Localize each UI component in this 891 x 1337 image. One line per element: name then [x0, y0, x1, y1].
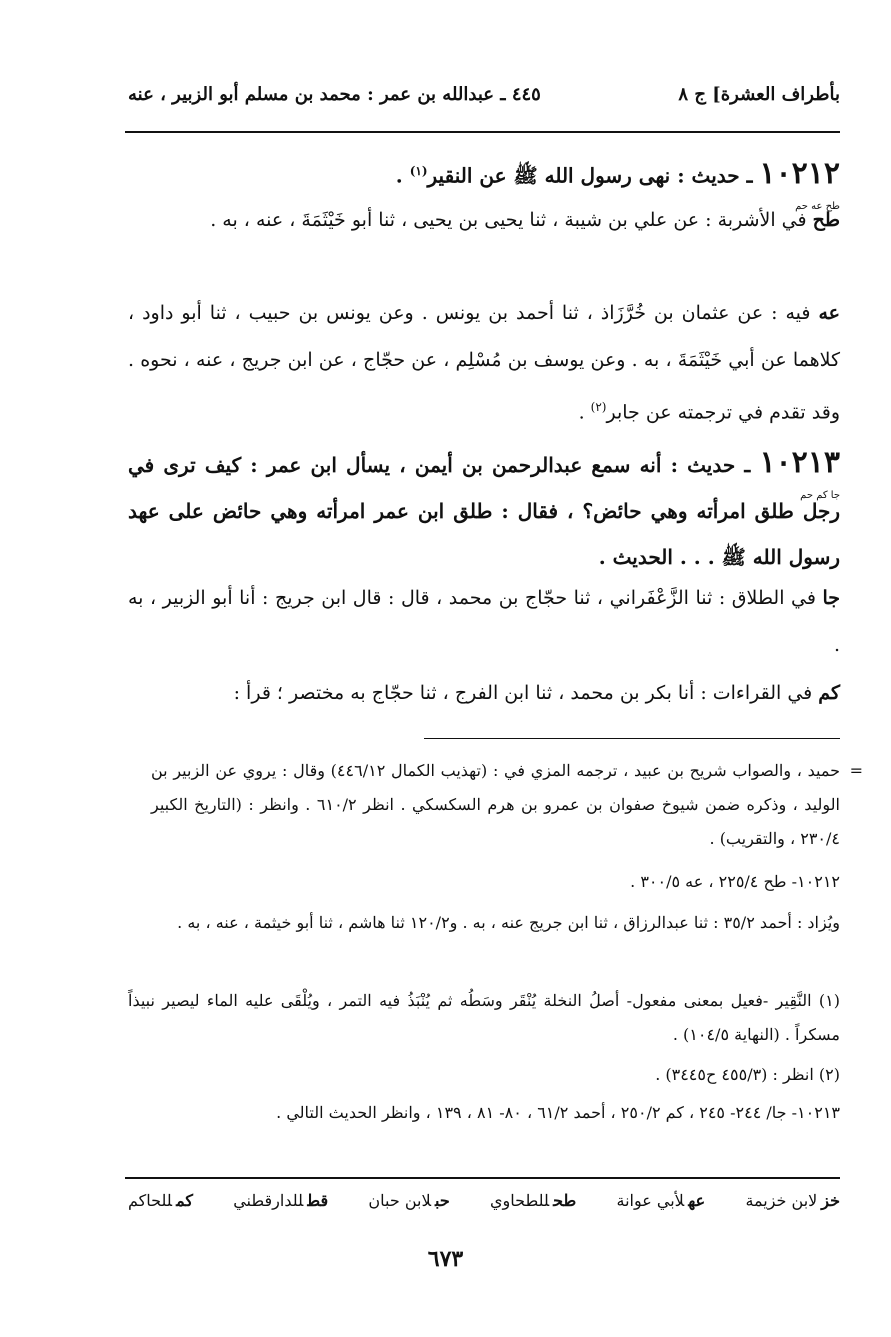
abbreviations-legend	[128, 1191, 840, 1210]
abbreviation-item: خزلابن خزيمة	[745, 1191, 840, 1210]
abbreviation-item: قطللدارقطني	[233, 1191, 329, 1210]
source-abbr: جا	[822, 587, 840, 609]
hadith-10212-heading: ١٠٢١٢ طح عه حم ـ حديث : نهى رسول الله ﷺ عن النقير$^{(١)}$ .	[128, 148, 840, 199]
header-volume: بأطراف العشرة] ج ٨	[678, 84, 840, 105]
hadith-10213-heading: ١٠٢١٣ جا كم حم ـ حديث : أنه سمع عبدالرحمن بن أيمن ، يسأل ابن عمر : كيف ترى في رجل طلق امرأته وهي حائض؟ ، فقال : طلق ابن عمر امرأته وهي حائض على عهد رسول الله ﷺ . . . الحديث .	[128, 445, 841, 569]
hadith-sigla: جا كم حم	[800, 490, 841, 501]
hadith-10212-ah-source: عه فيه : عن عثمان بن خُرَّزَاذ ، ثنا أحمد بن يونس . وعن يونس بن حبيب ، ثنا أبو داود ، كلاهما عن أبي خَيْثَمَةَ ، به . وعن يوسف بن مُسْلِم ، عن حجّاج ، عن ابن جريج ، عنه ، نحوه . وقد تقدم في ترجمته عن جابر$^{(٢)}$ .	[128, 302, 840, 424]
running-header	[128, 84, 840, 105]
hadith-10213-ja-source: جا في الطلاق : ثنا الزَّعْفَراني ، ثنا حجّاج بن محمد ، قال : قال ابن جريج : أنا أبو الزبير ، به .	[128, 587, 840, 656]
abbreviation-item: كمللحاكم	[128, 1191, 193, 1210]
header-rule	[125, 131, 840, 133]
continuation-mark: =	[849, 761, 863, 780]
footnote-yuzad: ويُزاد : أحمد ٣٥/٢ : ثنا عبدالرزاق ، ثنا ابن جريج عنه ، به . و١٢٠/٢ ثنا هاشم ، ثنا أبو خيثمة ، عنه ، به .	[177, 913, 840, 932]
hadith-10213-km-source: كم في القراءات : أنا بكر بن محمد ، ثنا ابن الفرج ، ثنا حجّاج به مختصر ؛ قرأ :	[233, 682, 840, 704]
source-abbr: طح	[812, 209, 840, 231]
hadith-number: ١٠٢١٣ جا كم حم	[759, 445, 840, 480]
footnote-separator	[424, 738, 840, 739]
abbreviation-item: عهلأبي عوانة	[616, 1191, 706, 1210]
footer-rule	[125, 1177, 840, 1179]
abbreviation-item: حبلابن حبان	[368, 1191, 450, 1210]
footnote-ref-10212: ١٠٢١٢- طح ٢٢٥/٤ ، عه ٣٠٠/٥ .	[630, 872, 840, 891]
header-chapter: ٤٤٥ ـ عبدالله بن عمر : محمد بن مسلم أبو الزبير ، عنه	[128, 84, 541, 105]
footnote-2: (٢) انظر : (٤٥٥/٣ ح٣٤٤٥) .	[655, 1065, 840, 1084]
footnote-ref-10213: ١٠٢١٣- جا/ ٢٤٤- ٢٤٥ ، كم ٢٥٠/٢ ، أحمد ٦١/٢ ، ٨٠- ٨١ ، ١٣٩ ، وانظر الحديث التالي .	[276, 1103, 840, 1122]
footnote-ref: (١)	[409, 164, 428, 178]
footnote-1: (١) النَّقِير -فعيل بمعنى مفعول- أصلُ النخلة يُنْقَر وسَطُه ثم يُنْبَذُ فيه التمر ، ويُلْقَى عليه الماء ليصير نبيذاً مسكراً . (النهاية ١٠٤/٥) .	[128, 991, 840, 1044]
footnote-continuation: = حميد ، والصواب شريح بن عبيد ، ترجمه المزي في : (تهذيب الكمال ٤٤٦/١٢) وقال : يروي عن الزبير بن الوليد ، وذكره ضمن شيوخ صفوان بن عمرو بن هرم السكسكي . انظر ٦١٠/٢ . وانظر : (التاريخ الكبير ٢٣٠/٤ ، والتقريب) .	[151, 754, 840, 856]
source-abbr: كم	[818, 682, 840, 704]
hadith-sigla: طح عه حم	[795, 200, 840, 212]
hadith-number: ١٠٢١٢ طح عه حم	[759, 156, 840, 191]
source-abbr: عه	[818, 302, 840, 324]
page-number: ٦٧٣	[427, 1246, 464, 1272]
footnote-ref: (٢)	[590, 400, 607, 414]
abbreviation-item: طحللطحاوي	[490, 1191, 577, 1210]
hadith-10212-tah-source: طح في الأشربة : عن علي بن شيبة ، ثنا يحيى بن يحيى ، ثنا أبو خَيْثَمَةَ ، عنه ، به .	[210, 209, 840, 231]
